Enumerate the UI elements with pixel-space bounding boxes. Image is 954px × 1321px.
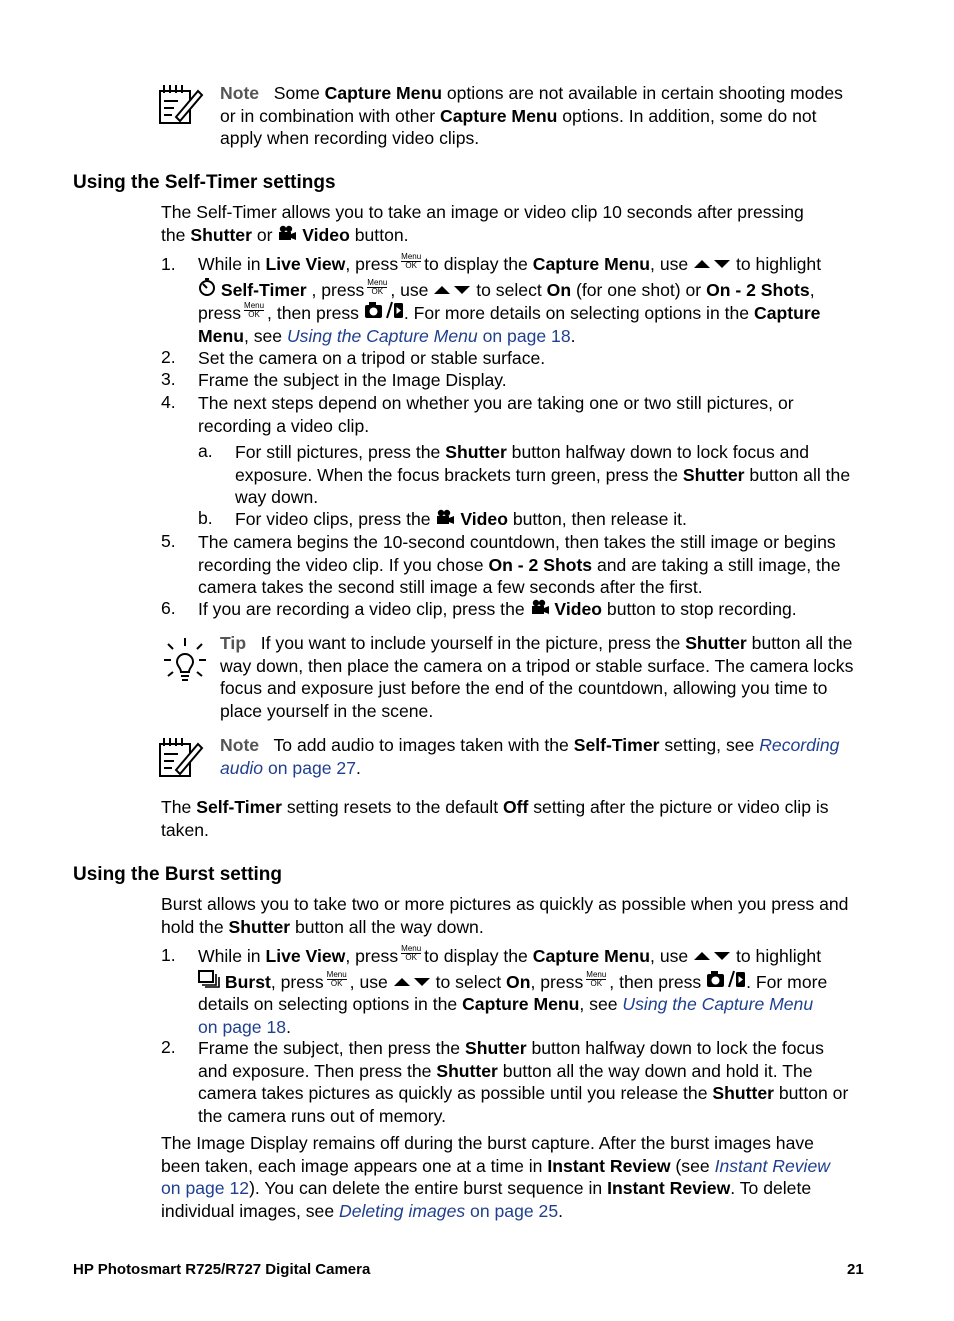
list-item: If you are recording a video clip, press the Video button to stop recording. [198,599,797,619]
up-down-arrows-icon [433,280,471,300]
step-number: 2. [161,347,176,367]
link-capture-menu[interactable]: Using the Capture Menu [286,325,478,346]
burst-outro-paragraph: The Image Display remains off during the burst capture. After the burst images have been taken, each image appears one at a time in Instant Review (see Instant Review on page 12). You can delete the entire burst sequence in Instant Review. To delete individual images, see Deleting images on page 25. [161,1133,830,1221]
list-item: The next steps depend on whether you are taking one or two still pictures, or recording a video clip. [198,393,794,436]
sub-step-letter: a. [198,441,213,461]
burst-icon [198,972,220,992]
link-page-27[interactable]: on page 27 [263,757,357,778]
step-number: 5. [161,531,176,551]
link-page-18[interactable]: on page 18 [477,325,571,346]
video-camera-icon [530,599,550,619]
list-item: The camera begins the 10-second countdown, then takes the still image or begins recording the video clip. If you chose On - 2 Shots and are taking a still image, the camera takes the second still image a few seconds after the first. [198,532,841,597]
link-recording-audio[interactable]: audio [220,757,264,778]
up-down-arrows-icon [693,946,731,966]
step-number: 3. [161,369,176,389]
step-number: 1. [161,254,176,274]
sub-step-letter: b. [198,508,213,528]
note-text: Note Some Capture Menu options are not available in certain shooting modes or in combination with other Capture Menu options. In addition, some do not apply when recording video clips. [220,83,843,148]
lightbulb-icon [162,636,208,691]
section-heading-burst: Using the Burst setting [73,864,283,885]
burst-intro: Burst allows you to take two or more pictures as quickly as possible when you press and hold the Shutter button all the way down. [161,894,849,937]
menu-ok-key-icon: Menu OK [401,252,422,270]
menu-ok-key-icon: Menu OK [586,969,607,988]
list-item: While in Live View, press Menu OK to display the Capture Menu, use to highlight Self-Timer , press Menu OK , use to select On (for one shot) or On - 2 Shots, press Menu OK , then press . For more details on selecting options in the Capture Menu, see Using the Capture Menu on page 18. [198,252,822,346]
up-down-arrows-icon [393,972,431,992]
menu-ok-key-icon: Menu OK [367,277,388,296]
section-heading-self-timer: Using the Self-Timer settings [73,172,336,193]
footer-title: HP Photosmart R725/R727 Digital Camera [73,1261,371,1278]
link-page-18[interactable]: on page 18 [198,1016,287,1037]
camera-playback-icon [364,303,404,323]
menu-ok-key-icon: Menu OK [326,969,347,988]
note-text: Note To add audio to images taken with the Self-Timer setting, see Recording audio on page 27. [220,735,840,778]
step-number: 2. [161,1037,176,1057]
link-page-12[interactable]: on page 12 [161,1178,250,1198]
step-number: 6. [161,598,176,618]
list-item: Frame the subject in the Image Display. [198,370,507,390]
note-label: Note [220,83,260,103]
self-timer-intro: The Self-Timer allows you to take an image or video clip 10 seconds after pressing the Shutter or Video button. [161,202,804,245]
link-deleting-images[interactable]: Deleting images [339,1200,466,1221]
link-recording-audio[interactable]: Recording [759,735,840,755]
self-timer-icon [198,280,216,300]
menu-ok-key-icon: Menu OK [401,944,422,962]
step-number: 4. [161,392,176,412]
self-timer-reset-paragraph: The Self-Timer setting resets to the default Off setting after the picture or video clip is taken. [161,797,829,840]
note-label: Note [220,735,260,755]
tip-label: Tip [220,633,247,653]
menu-ok-key-icon: Menu OK [244,301,265,319]
note-icon [158,83,204,132]
note-icon [158,736,204,785]
link-page-25[interactable]: on page 25 [465,1200,559,1221]
up-down-arrows-icon [693,254,731,274]
video-camera-icon [277,225,297,245]
list-item: Set the camera on a tripod or stable surface. [198,348,546,368]
tip-text: Tip If you want to include yourself in the picture, press the Shutter button all the way down, then place the camera on a tripod or stable surface. The camera locks focus and exposure just before the end of the countdown, allowing you time to place yourself in the scene. [220,633,854,721]
step-number: 1. [161,945,176,965]
list-item: While in Live View, press Menu OK to display the Capture Menu, use to highlight Burst, press Menu OK , use to select On, press Menu OK , then press . For more details on selecting options in the Capture Menu, see Using the Capture Menu on page 18. [198,944,828,1037]
link-capture-menu[interactable]: Using the Capture Menu [622,994,814,1014]
page-number: 21 [847,1261,864,1278]
camera-playback-icon [706,972,746,992]
link-instant-review[interactable]: Instant Review [714,1155,830,1176]
list-item: Frame the subject, then press the Shutter button halfway down to lock the focus and exposure. Then press the Shutter button all the way down and hold it. The camera takes pictures as quickly as possible until you release the Shutter button or the camera runs out of memory. [198,1038,849,1126]
sub-list-item: For video clips, press the Video button, then release it. [235,509,687,529]
sub-list-item: For still pictures, press the Shutter button halfway down to lock focus and exposure. When the focus brackets turn green, press the Shutter button all the way down. [235,442,851,507]
video-camera-icon [435,509,455,529]
